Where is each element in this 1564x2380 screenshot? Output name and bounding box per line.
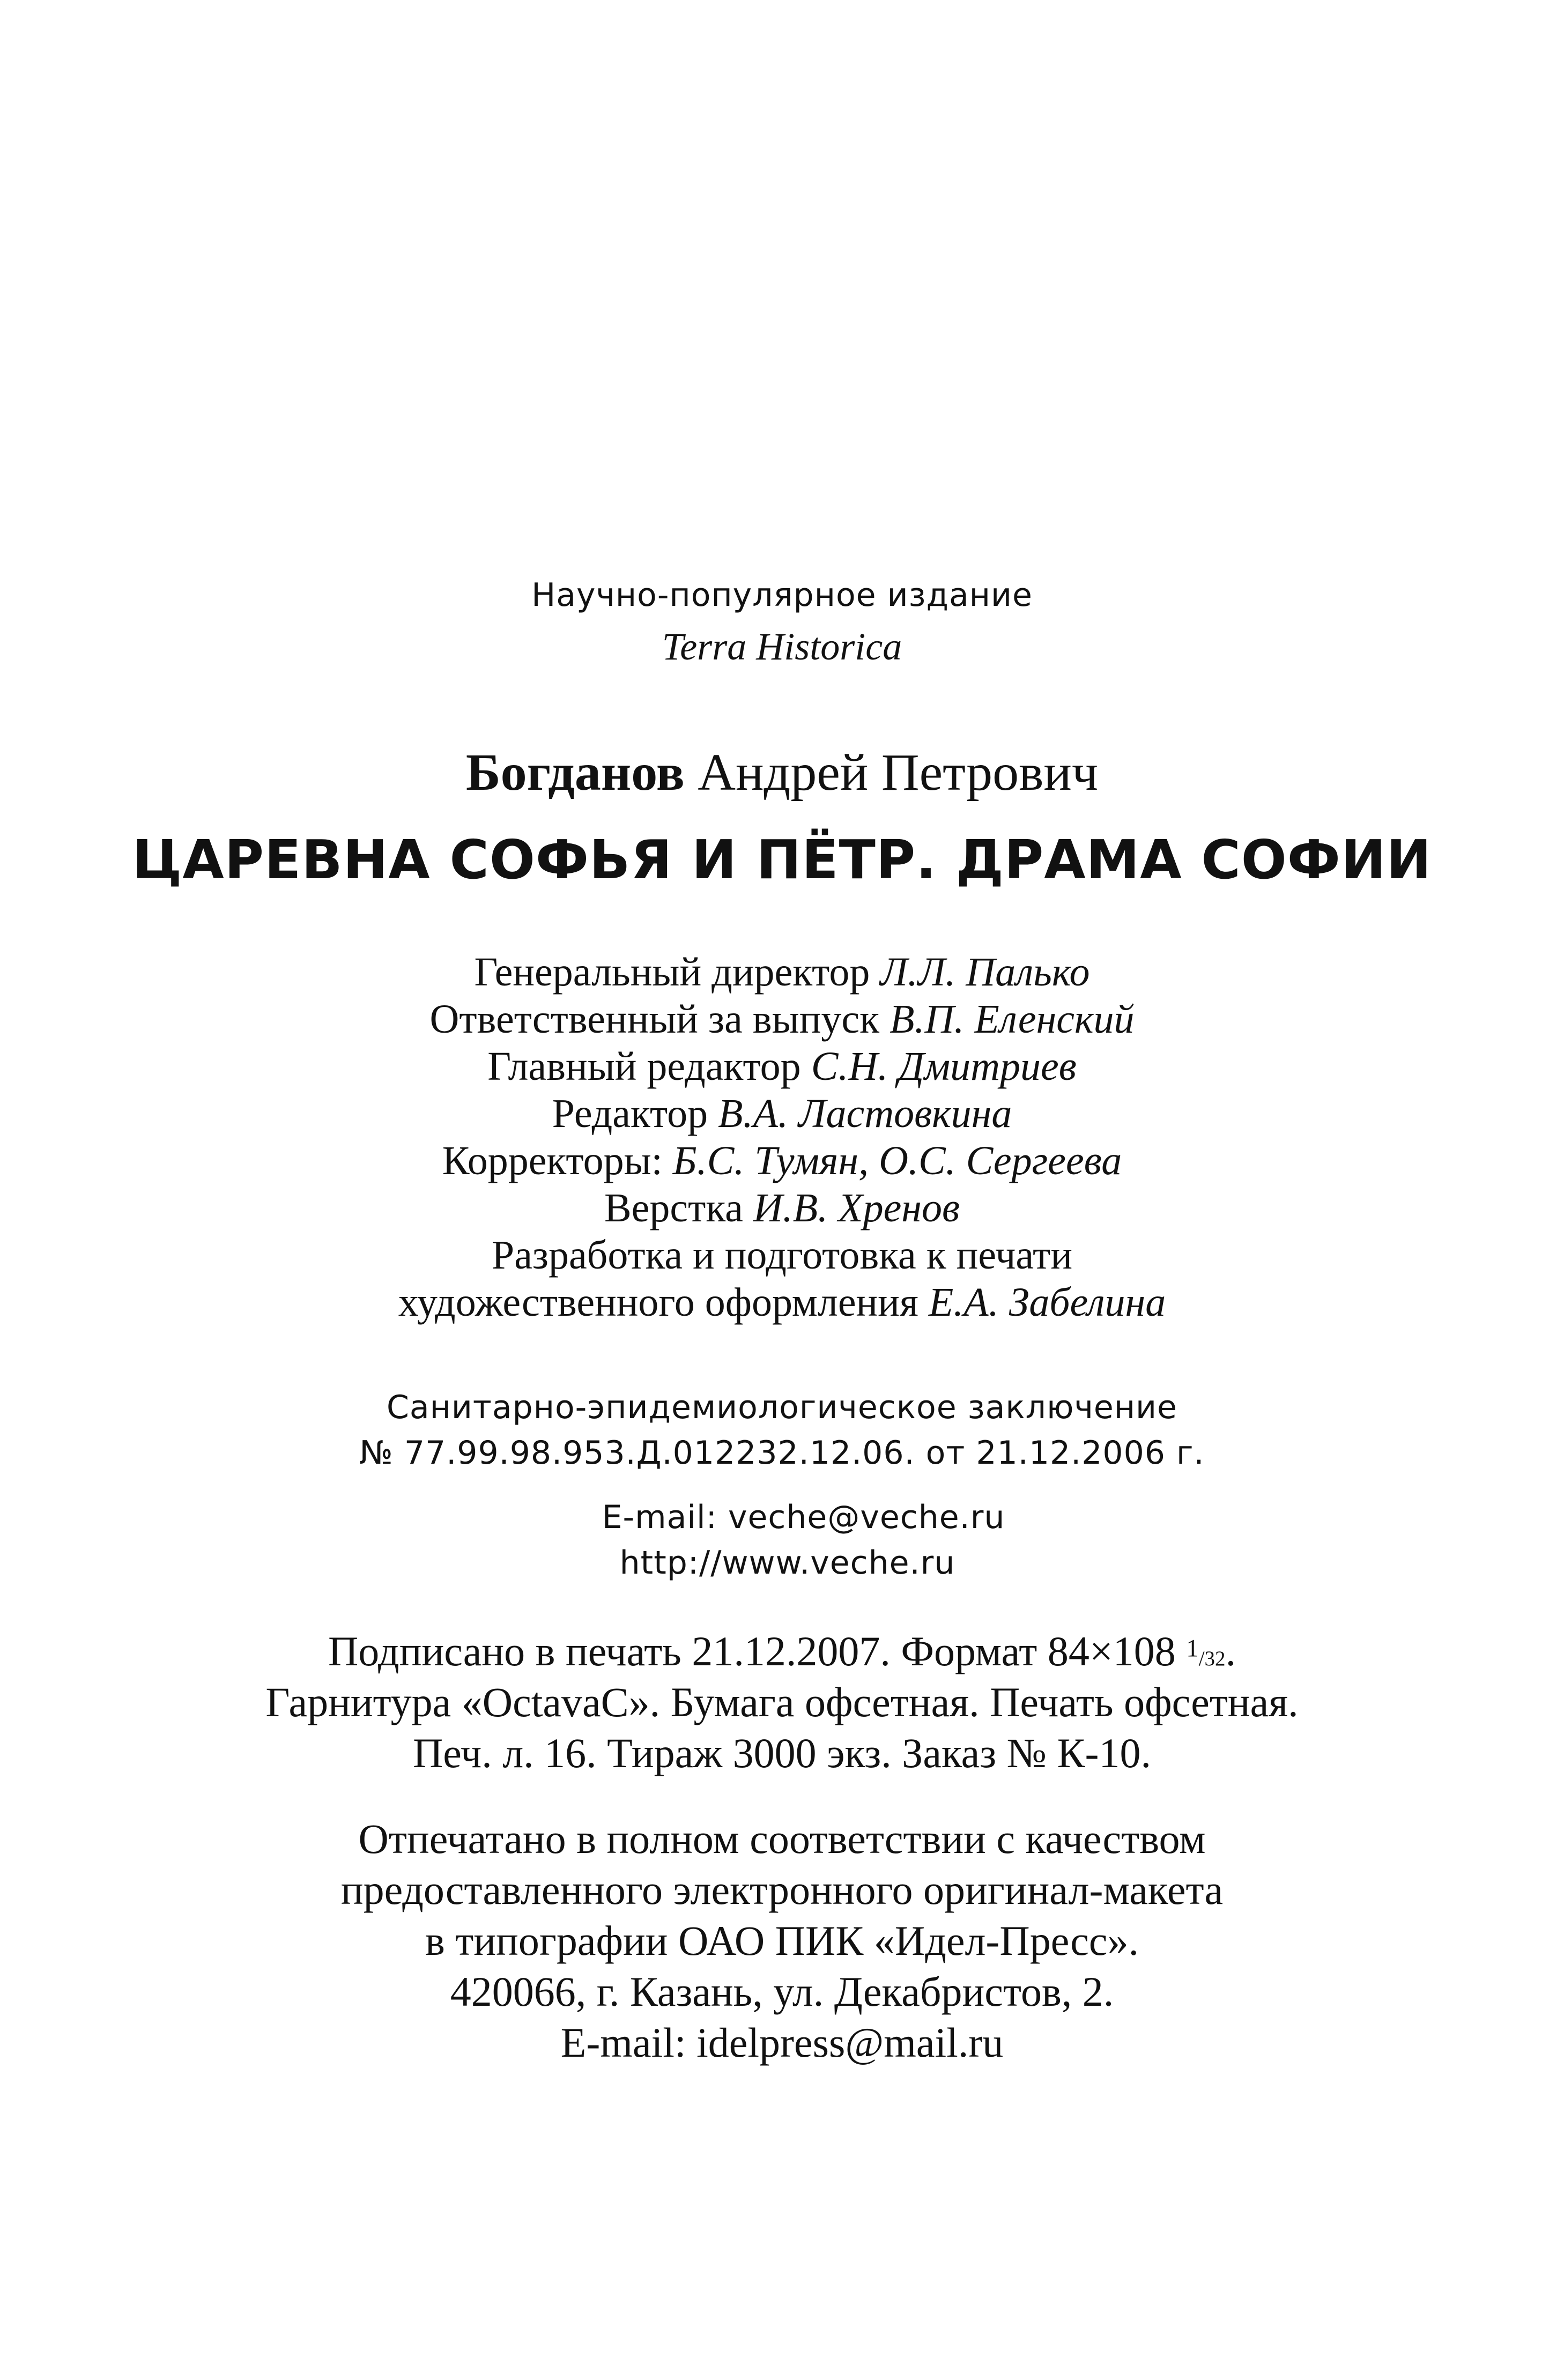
print-info-line2: Гарнитура «OctavaC». Бумага офсетная. Печать офсетная. [265,1679,1299,1725]
credit-role: Редактор [552,1091,708,1136]
credit-line [0,1091,1564,1137]
credit-role: Корректоры: [442,1138,663,1183]
author-given-name: Андрей Петрович [698,744,1099,802]
credit-person: В.А. Ластовкина [718,1091,1012,1136]
design-credit-line2 [0,1279,1564,1326]
credit-person: В.П. Еленский [890,997,1135,1042]
credit-person: Е.А. Забелина [928,1280,1166,1325]
edition-type: Научно-популярное издание [531,576,1033,614]
credit-role: художественного оформления [398,1280,918,1325]
credit-line [0,996,1564,1043]
credit-role: Генеральный директор [474,950,870,995]
credit-line [0,949,1564,996]
credit-role: Ответственный за выпуск [429,997,880,1042]
credit-person: С.Н. Дмитриев [811,1044,1077,1089]
print-info-main: Подписано в печать 21.12.2007. Формат 84×108 [328,1628,1187,1674]
credit-person: Б.С. Тумян, О.С. Сергеева [672,1138,1122,1183]
author-surname: Богданов [465,744,685,802]
credit-line [0,1138,1564,1184]
credit-person: Л.Л. Палько [880,950,1090,995]
publisher-website: http://www.veche.ru [619,1544,955,1582]
publisher-email: E-mail: veche@veche.ru [602,1499,1005,1536]
printer-line1: Отпечатано в полном соответствии с качеством [358,1815,1206,1862]
printer-email: E-mail: idelpress@mail.ru [560,2019,1004,2066]
printer-line2: предоставленного электронного оригинал-макета [340,1866,1224,1913]
series-name: Terra Historica [662,625,902,668]
credit-role: Главный редактор [487,1044,801,1089]
print-info-line3: Печ. л. 16. Тираж 3000 экз. Заказ № К-10. [412,1730,1152,1776]
printer-line3: в типографии ОАО ПИК «Идел-Пресс». [425,1917,1139,1964]
sanitary-line2: № 77.99.98.953.Д.012232.12.06. от 21.12.2006 г. [359,1434,1205,1472]
credit-line [0,1043,1564,1090]
print-info-end: . [1225,1628,1236,1674]
book-title: ЦАРЕВНА СОФЬЯ И ПЁТР. ДРАМА СОФИИ [132,828,1432,891]
printer-address: 420066, г. Казань, ул. Декабристов, 2. [450,1968,1114,2015]
sanitary-line1: Санитарно-эпидемиологическое заключение [387,1389,1177,1426]
format-fraction-denominator: /32 [1198,1647,1226,1670]
author-line [0,743,1564,803]
print-info-line1 [0,1627,1564,1675]
format-fraction-numerator: 1 [1186,1634,1199,1663]
credit-role: Верстка [604,1185,743,1230]
credit-line [0,1185,1564,1232]
credit-person: И.В. Хренов [753,1185,960,1230]
design-credit-line1: Разработка и подготовка к печати [491,1233,1073,1278]
